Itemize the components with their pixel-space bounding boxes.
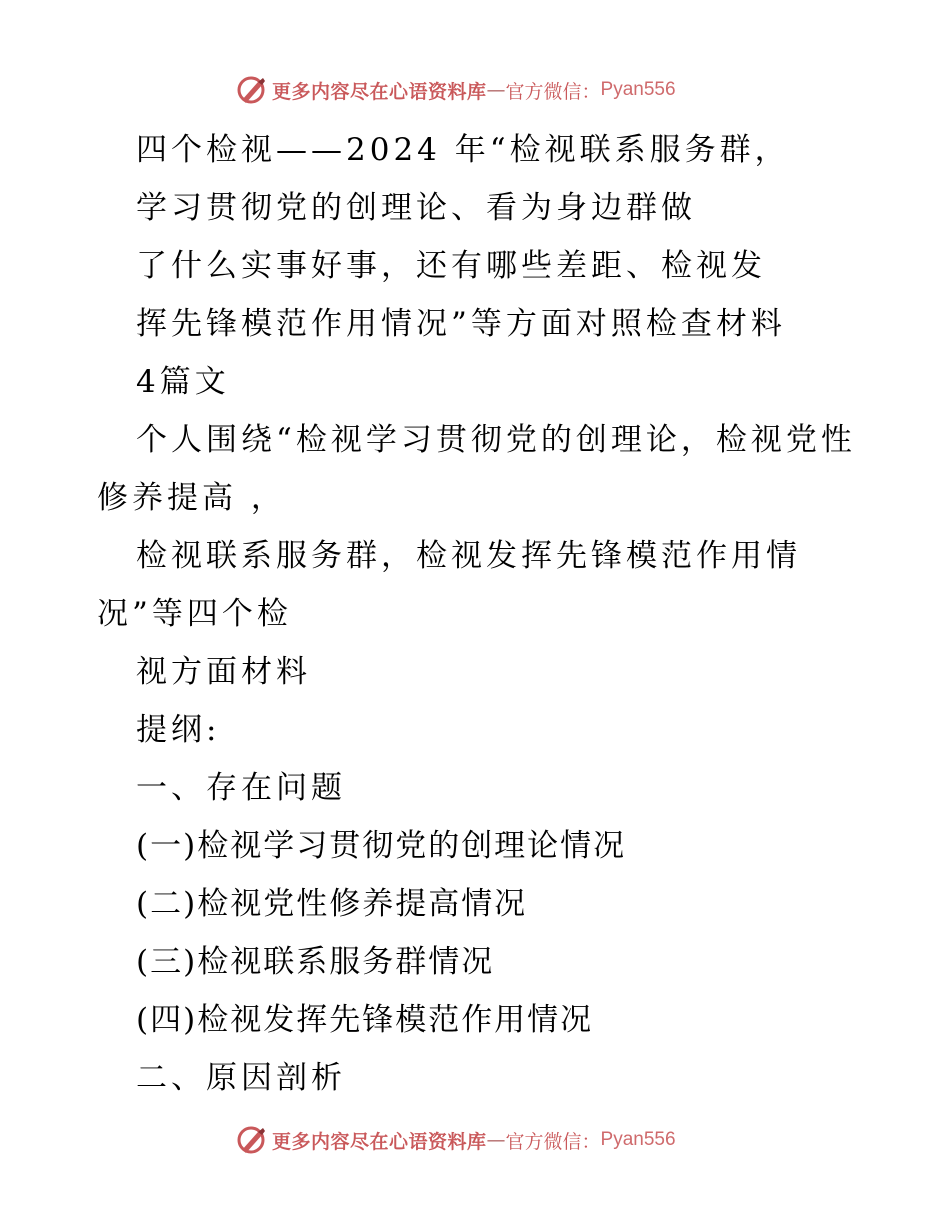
outline-label: 提纲: <box>136 712 221 748</box>
watermark-site-text: 更多内容尽在心语资料库 <box>272 1130 487 1153</box>
outline-heading-2: 二、原因剖析 <box>136 1060 346 1096</box>
watermark-wechat-id: Pyan556 <box>600 1129 676 1150</box>
watermark-dash: — <box>486 79 506 101</box>
document-title-line-4: 挥先锋模范作用情况”等方面对照检查材料 <box>136 306 786 342</box>
outline-heading-1: 一、存在问题 <box>136 770 346 806</box>
watermark-dash: — <box>486 1129 506 1151</box>
pen-logo-icon <box>236 1124 268 1156</box>
document-title-line-3: 了什么实事好事，还有哪些差距、检视发 <box>136 248 766 284</box>
document-title-line-2: 学习贯彻党的创理论、看为身边群做 <box>136 190 696 226</box>
document-title-line-5: 4篇文 <box>136 364 230 400</box>
paragraph-line: 修养提高 ， <box>97 480 286 516</box>
watermark-wechat-id: Pyan556 <box>600 79 676 100</box>
outline-item: (三)检视联系服务群情况 <box>136 944 495 980</box>
outline-item: (四)检视发挥先锋模范作用情况 <box>136 1002 594 1038</box>
watermark-wechat-label: 官方微信： <box>505 80 601 103</box>
watermark-wechat-label: 官方微信： <box>505 1130 601 1153</box>
paragraph-line: 视方面材料 <box>136 654 311 690</box>
watermark-site-text: 更多内容尽在心语资料库 <box>272 80 487 103</box>
header-watermark <box>236 72 796 108</box>
outline-item: (一)检视学习贯彻党的创理论情况 <box>136 828 627 864</box>
paragraph-line: 个人围绕“检视学习贯彻党的创理论，检视党性 <box>136 422 856 458</box>
paragraph-line: 况”等四个检 <box>97 596 292 632</box>
paragraph-line: 检视联系服务群，检视发挥先锋模范作用情 <box>136 538 801 574</box>
document-title-line-1: 四个检视——2024 年“检视联系服务群， <box>136 132 790 168</box>
pen-logo-icon <box>236 74 268 106</box>
outline-item: (二)检视党性修养提高情况 <box>136 886 528 922</box>
footer-watermark <box>236 1122 796 1158</box>
